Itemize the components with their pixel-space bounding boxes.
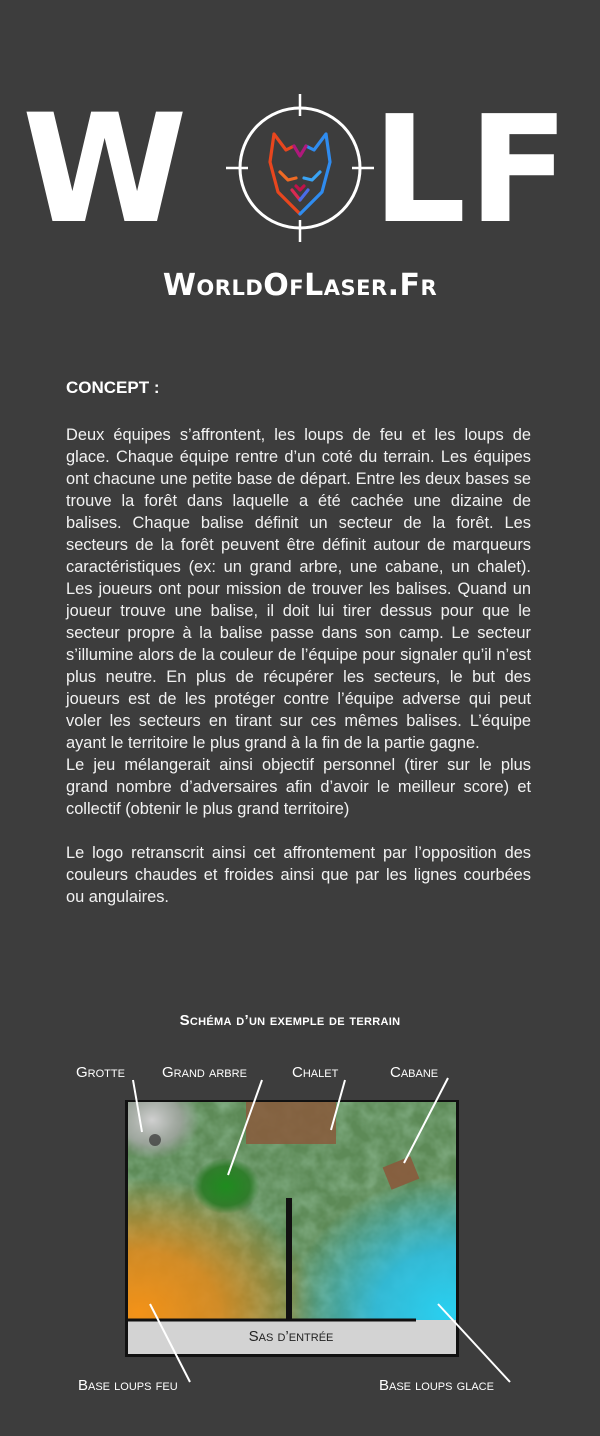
logo-letter-f: F	[468, 84, 570, 256]
big-tree	[192, 1158, 260, 1214]
site-title: WorldOfLaser.Fr	[162, 268, 438, 303]
chalet-building	[246, 1102, 336, 1144]
logo-letter-l: L	[372, 84, 467, 256]
concept-paragraph-1: Deux équipes s’affrontent, les loups de feu et les loups de glace. Chaque équipe rentre d’un coté du terrain. Les équipes ont chacune une petite base de départ. Entre les deux bases se trouve la forêt dans laquelle a été cachée une dizaine de balises. Chaque balise définit un secteur de la forêt. Les secteurs de la forêt peuvent être définit autour de marqueurs caractéristiques (ex: un grand arbre, une cabane, un chalet). Les joueurs ont pour mission de trouver les balises. Quand un joueur trouve une balise, il doit lui tirer dessus pour que le secteur propre à la balise passe dans son camp. Le secteur s’illumine alors de la couleur de l’équipe pour signaler qu’il n’est plus neutre. En plus de récupérer les secteurs, le but des joueurs est de les protéger contre l’équipe adverse qui peut voler les secteurs en tirant sur ces mêmes balises. L’équipe ayant le territoire le plus grand à la fin de la partie gagne.	[66, 426, 531, 752]
wolf-logo	[0, 83, 600, 257]
label-base-loups-glace: Base loups glace	[379, 1377, 494, 1394]
concept-heading: CONCEPT :	[66, 378, 160, 397]
schema-title: Schéma d’un exemple de terrain	[179, 1012, 401, 1029]
logo-letter-w: W	[22, 83, 188, 257]
concept-text	[66, 424, 531, 908]
wolf-crosshair-icon	[226, 94, 374, 242]
ice-base-area	[280, 1170, 456, 1320]
label-base-loups-feu: Base loups feu	[78, 1377, 178, 1394]
concept-paragraph-2: Le jeu mélangerait ainsi objectif personnel (tirer sur le plus grand nombre d’adversaires afin d’avoir le meilleur score) et collectif (obtenir le plus grand territoire)	[66, 756, 531, 818]
concept-paragraph-3: Le logo retranscrit ainsi cet affrontement par l’opposition des couleurs chaudes et froides ainsi que par les lignes courbées ou angulaires.	[66, 844, 531, 906]
label-grotte: Grotte	[76, 1064, 125, 1081]
label-chalet: Chalet	[292, 1064, 339, 1081]
terrain-map	[0, 1060, 600, 1400]
label-cabane: Cabane	[390, 1064, 439, 1081]
label-grand-arbre: Grand arbre	[162, 1064, 247, 1081]
cave-area	[104, 1080, 200, 1160]
central-wall	[286, 1198, 292, 1322]
label-sas-entree: Sas d’entrée	[248, 1328, 334, 1345]
